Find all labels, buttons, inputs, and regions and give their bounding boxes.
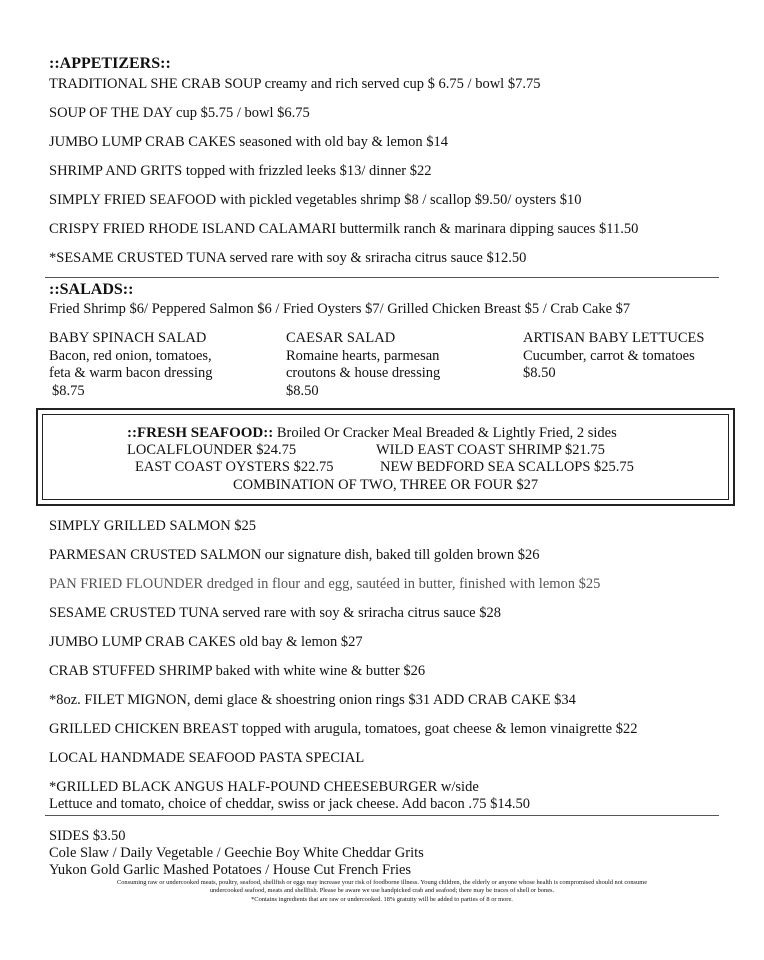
salad-column-spinach bbox=[49, 330, 212, 400]
entree-item: LOCAL HANDMADE SEAFOOD PASTA SPECIAL bbox=[49, 750, 365, 766]
fresh-seafood-header bbox=[127, 425, 617, 442]
disclaimer-line: undercooked seafood, meats and shellfish. Please be aware we use handpicked crab and seafood; there may be traces of shell or bones. bbox=[209, 887, 555, 894]
entree-item: PAN FRIED FLOUNDER dredged in flour and egg, sautéed in butter, finished with lemon $25 bbox=[49, 576, 601, 592]
salad-column-caesar bbox=[286, 330, 440, 400]
entree-item: SIMPLY GRILLED SALMON $25 bbox=[49, 518, 257, 534]
sides-heading: SIDES $3.50 bbox=[49, 828, 126, 844]
entree-item: *8oz. FILET MIGNON, demi glace & shoestring onion rings $31 ADD CRAB CAKE $34 bbox=[49, 692, 576, 708]
salad-description: croutons & house dressing bbox=[286, 365, 441, 381]
section-divider bbox=[45, 815, 719, 816]
salad-description: Cucumber, carrot & tomatoes bbox=[523, 347, 695, 364]
salad-price: $8.75 bbox=[52, 382, 85, 399]
salad-description: feta & warm bacon dressing bbox=[49, 365, 213, 381]
salad-description: Bacon, red onion, tomatoes, bbox=[49, 347, 212, 364]
salad-name: CAESAR SALAD bbox=[286, 330, 396, 346]
seafood-oysters: EAST COAST OYSTERS $22.75 bbox=[135, 459, 334, 475]
entree-item: GRILLED CHICKEN BREAST topped with arugula, tomatoes, goat cheese & lemon vinaigrette $22 bbox=[49, 721, 638, 737]
salad-name: ARTISAN BABY LETTUCES bbox=[523, 330, 705, 346]
disclaimer-line: Consuming raw or undercooked meats, poultry, seafood, shellfish or eggs may increase your risk of foodborne illness. Young children, the elderly or anyone whose health is compromised should not consume bbox=[116, 879, 648, 886]
appetizers-heading: ::APPETIZERS:: bbox=[49, 55, 171, 72]
sides-line: Yukon Gold Garlic Mashed Potatoes / House Cut French Fries bbox=[49, 862, 412, 878]
appetizer-item: SOUP OF THE DAY cup $5.75 / bowl $6.75 bbox=[49, 105, 310, 121]
entree-item: SESAME CRUSTED TUNA served rare with soy & sriracha citrus sauce $28 bbox=[49, 605, 501, 621]
seafood-combination: COMBINATION OF TWO, THREE OR FOUR $27 bbox=[233, 477, 539, 493]
salad-addons: Fried Shrimp $6/ Peppered Salmon $6 / Fried Oysters $7/ Grilled Chicken Breast $5 / Crab Cake $7 bbox=[49, 301, 631, 317]
salad-description: Romaine hearts, parmesan bbox=[286, 347, 440, 364]
entree-item: CRAB STUFFED SHRIMP baked with white wine & butter $26 bbox=[49, 663, 426, 679]
seafood-flounder: LOCALFLOUNDER $24.75 bbox=[127, 442, 297, 458]
appetizer-item: JUMBO LUMP CRAB CAKES seasoned with old bay & lemon $14 bbox=[49, 134, 449, 150]
disclaimer-line: *Contains ingredients that are raw or undercooked. 18% gratuity will be added to parties of 8 or more. bbox=[251, 896, 513, 903]
fresh-seafood-title: ::FRESH SEAFOOD:: bbox=[127, 425, 274, 441]
entree-item: PARMESAN CRUSTED SALMON our signature dish, baked till golden brown $26 bbox=[49, 547, 540, 563]
salad-price: $8.50 bbox=[523, 365, 556, 381]
appetizer-item: *SESAME CRUSTED TUNA served rare with soy & sriracha citrus sauce $12.50 bbox=[49, 250, 527, 266]
appetizer-item: SIMPLY FRIED SEAFOOD with pickled vegetables shrimp $8 / scallop $9.50/ oysters $10 bbox=[49, 192, 582, 208]
salad-column-artisan bbox=[523, 330, 704, 383]
salads-heading: ::SALADS:: bbox=[49, 281, 134, 298]
entree-item: JUMBO LUMP CRAB CAKES old bay & lemon $27 bbox=[49, 634, 363, 650]
seafood-scallops: NEW BEDFORD SEA SCALLOPS $25.75 bbox=[380, 459, 634, 475]
appetizer-item: CRISPY FRIED RHODE ISLAND CALAMARI buttermilk ranch & marinara dipping sauces $11.50 bbox=[49, 221, 639, 237]
section-divider bbox=[45, 277, 719, 278]
salad-price: $8.50 bbox=[286, 382, 319, 399]
burger-detail: Lettuce and tomato, choice of cheddar, swiss or jack cheese. Add bacon .75 $14.50 bbox=[49, 796, 530, 812]
salad-name: BABY SPINACH SALAD bbox=[49, 330, 207, 346]
appetizer-item: SHRIMP AND GRITS topped with frizzled leeks $13/ dinner $22 bbox=[49, 163, 432, 179]
appetizer-item: TRADITIONAL SHE CRAB SOUP creamy and rich served cup $ 6.75 / bowl $7.75 bbox=[49, 76, 541, 92]
seafood-shrimp: WILD EAST COAST SHRIMP $21.75 bbox=[376, 442, 605, 458]
entree-item: *GRILLED BLACK ANGUS HALF-POUND CHEESEBURGER w/side bbox=[49, 779, 479, 795]
sides-line: Cole Slaw / Daily Vegetable / Geechie Boy White Cheddar Grits bbox=[49, 845, 424, 861]
fresh-seafood-subtitle: Broiled Or Cracker Meal Breaded & Lightly Fried, 2 sides bbox=[276, 425, 617, 441]
